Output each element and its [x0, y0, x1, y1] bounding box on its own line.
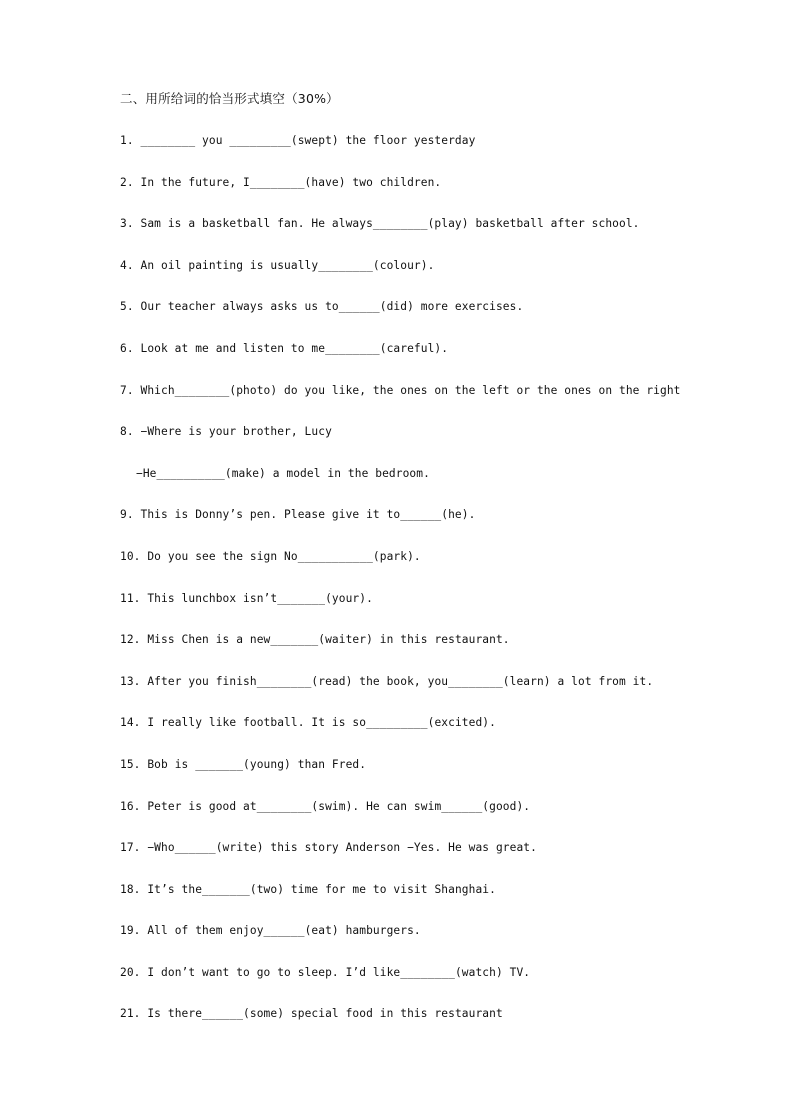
question-number: 13. [120, 674, 141, 688]
question-number: 15. [120, 757, 141, 771]
question-6 [120, 341, 780, 383]
question-4 [120, 258, 780, 300]
question-2 [120, 175, 780, 217]
question-text: Miss Chen is a new_______(waiter) in this restaurant. [140, 633, 510, 647]
question-number: 19. [120, 924, 141, 938]
question-12 [120, 632, 780, 674]
question-17 [120, 840, 780, 882]
question-text: Is there______(some) special food in this restaurant [140, 1007, 503, 1021]
question-text: It’s the_______(two) time for me to visit Shanghai. [140, 882, 496, 896]
question-number: 5. [120, 300, 134, 314]
question-text: Bob is _______(young) than Fred. [140, 757, 367, 771]
question-19 [120, 923, 780, 965]
question-number: 7. [120, 383, 134, 397]
question-number: 16. [120, 799, 141, 813]
question-13 [120, 674, 780, 716]
question-18 [120, 882, 780, 924]
question-11 [120, 591, 780, 633]
question-text: −He__________(make) a model in the bedroom. [136, 466, 430, 480]
question-text: An oil painting is usually________(colour). [133, 258, 435, 272]
question-text: After you finish________(read) the book, you________(learn) a lot from it. [140, 674, 654, 688]
question-7 [120, 383, 780, 425]
question-number: 6. [120, 341, 134, 355]
question-16 [120, 799, 780, 841]
question-text: All of them enjoy______(eat) hamburgers. [140, 924, 421, 938]
question-1 [120, 133, 780, 175]
question-number: 4. [120, 258, 134, 272]
question-text: I don’t want to go to sleep. I’d like________(watch) TV. [140, 965, 531, 979]
question-number: 9. [120, 508, 134, 522]
question-3 [120, 216, 780, 258]
question-number: 14. [120, 716, 141, 730]
question-text: Sam is a basketball fan. He always________(play) basketball after school. [133, 217, 640, 231]
question-14 [120, 715, 780, 757]
question-number: 20. [120, 965, 141, 979]
section-title: 二、用所给词的恰当形式填空（30%） [120, 91, 339, 106]
question-10 [120, 549, 780, 591]
question-number: 11. [120, 591, 141, 605]
question-text: −Where is your brother, Lucy [133, 425, 332, 439]
question-number: 1. [120, 134, 134, 147]
question-text: I really like football. It is so_________(excited). [140, 716, 496, 730]
question-number: 12. [120, 633, 141, 647]
question-number: 21. [120, 1007, 141, 1021]
question-9 [120, 507, 780, 549]
question-8-reply [120, 466, 780, 508]
question-text: Which________(photo) do you like, the ones on the left or the ones on the right [133, 383, 681, 397]
question-text: −Who______(write) this story Anderson −Yes. He was great. [140, 841, 537, 855]
question-text: Do you see the sign No___________(park). [140, 549, 421, 563]
question-list [120, 133, 780, 1048]
question-text: Look at me and listen to me________(careful). [133, 341, 449, 355]
question-text: Our teacher always asks us to______(did) more exercises. [133, 300, 524, 314]
question-number: 18. [120, 882, 141, 896]
question-number: 3. [120, 217, 134, 231]
question-number: 8. [120, 425, 134, 439]
question-text: Peter is good at________(swim). He can swim______(good). [140, 799, 531, 813]
question-text: This is Donny’s pen. Please give it to______(he). [133, 508, 476, 522]
question-number: 2. [120, 175, 134, 189]
question-text: In the future, I________(have) two children. [133, 175, 442, 189]
question-text: ________ you _________(swept) the floor yesterday [133, 134, 476, 147]
question-8 [120, 424, 780, 466]
question-text: This lunchbox isn’t_______(your). [140, 591, 373, 605]
question-15 [120, 757, 780, 799]
question-number: 17. [120, 841, 141, 855]
question-number: 10. [120, 549, 141, 563]
question-21 [120, 1006, 780, 1048]
question-20 [120, 965, 780, 1007]
question-5 [120, 299, 780, 341]
